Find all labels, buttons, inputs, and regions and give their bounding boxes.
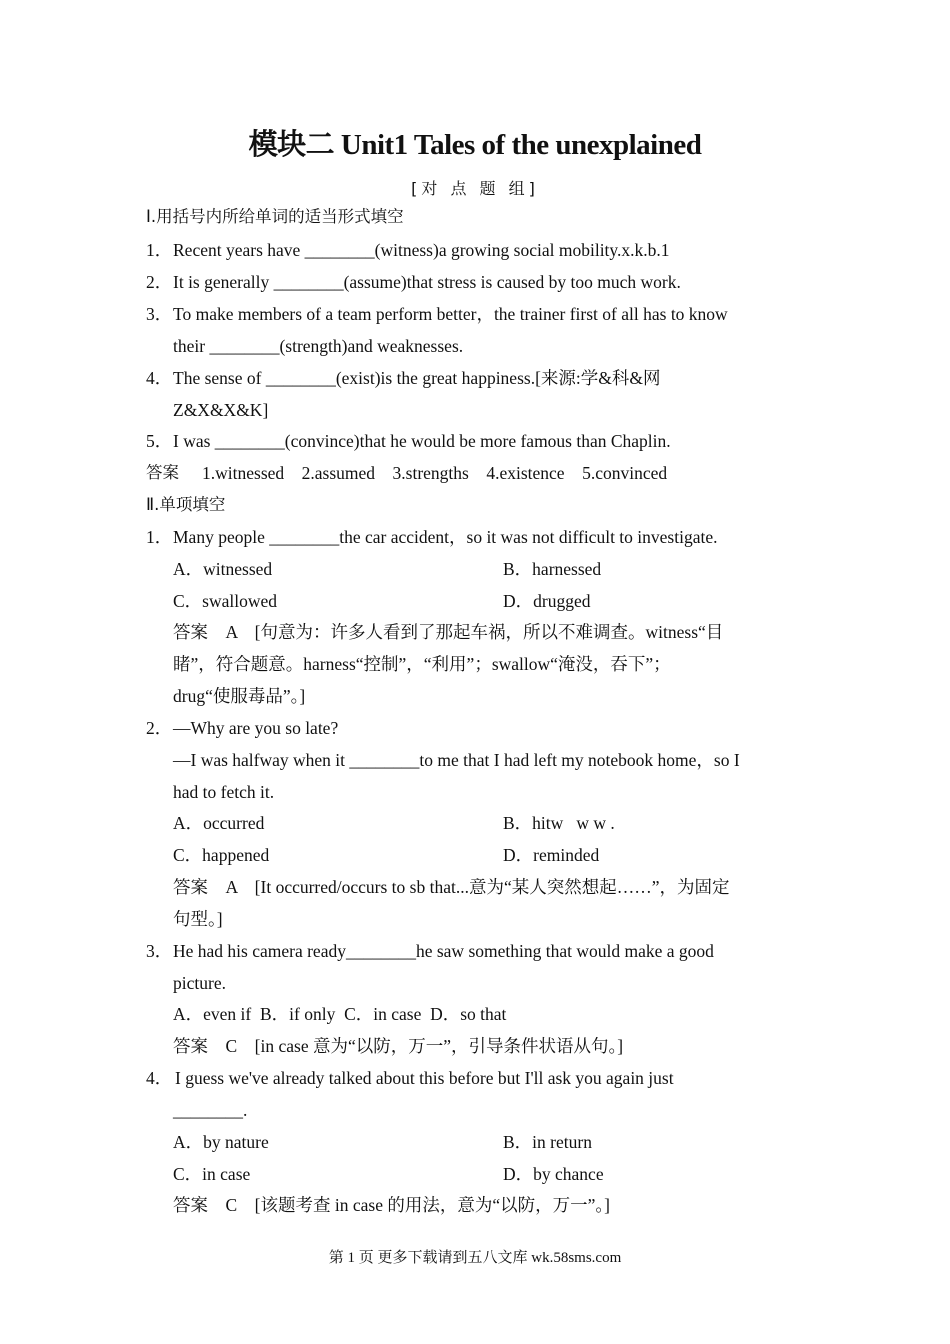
q4-num: 4． — [146, 1068, 173, 1088]
q1-num: 1． — [146, 527, 173, 547]
q2-answer-line2: 句型。] — [173, 909, 223, 929]
q2-line2: —I was halfway when it ________to me that I had left my notebook home，so I — [173, 750, 740, 770]
q1-option-d: D．drugged — [503, 591, 591, 611]
q2-option-a: A．occurred — [173, 813, 265, 833]
q2-text: —Why are you so late? — [173, 718, 339, 738]
s1-item4-cont: Z&X&X&K] — [173, 400, 269, 420]
q2-line3: had to fetch it. — [173, 782, 275, 802]
q3-options: A．even if B．if only C．in case D．so that — [173, 1004, 507, 1024]
page-title: 模块二 Unit1 Tales of the unexplained — [248, 129, 702, 161]
section1-heading: Ⅰ.用括号内所给单词的适当形式填空 — [146, 207, 404, 226]
q4-text: I guess we've already talked about this before but I'll ask you again just — [175, 1068, 674, 1088]
section2-heading: Ⅱ.单项填空 — [146, 495, 226, 514]
s1-item1-num: 1． — [146, 240, 173, 260]
q1-answer-line2: 睹”，符合题意。harness“控制”，“利用”；swallow“淹没，吞下”； — [173, 654, 671, 674]
s1-item3-text: To make members of a team perform better，the trainer first of all has to know — [173, 304, 728, 324]
s1-item5-text: I was ________(convince)that he would be more famous than Chaplin. — [173, 431, 671, 451]
q3-line2: picture. — [173, 973, 226, 993]
q1-option-b: B．harnessed — [503, 559, 602, 579]
q2-option-b: B．hitw w w . — [503, 813, 615, 833]
q4-option-c: C．in case — [173, 1164, 251, 1184]
s1-item4-num: 4． — [146, 368, 173, 388]
q4-option-a: A．by nature — [173, 1132, 269, 1152]
q1-option-c: C．swallowed — [173, 591, 278, 611]
q2-option-c: C．happened — [173, 845, 270, 865]
q2-num: 2． — [146, 718, 173, 738]
s1-item3-num: 3． — [146, 304, 173, 324]
s1-answer-text: 1.witnessed 2.assumed 3.strengths 4.existence 5.convinced — [202, 463, 668, 483]
s1-answer-label: 答案 — [146, 463, 179, 482]
q3-num: 3． — [146, 941, 173, 961]
q4-option-d: D．by chance — [503, 1164, 604, 1184]
subtitle: [对 点 题 组] — [411, 179, 539, 198]
s1-item2-text: It is generally ________(assume)that stress is caused by too much work. — [173, 272, 681, 292]
q3-answer-line1: 答案 C [in case 意为“以防，万一”，引导条件状语从句。] — [173, 1036, 624, 1056]
q1-text: Many people ________the car accident，so it was not difficult to investigate. — [173, 527, 718, 547]
s1-item2-num: 2． — [146, 272, 173, 292]
q4-line2: ________. — [173, 1100, 248, 1120]
q3-text: He had his camera ready________he saw something that would make a good — [173, 941, 714, 961]
q1-answer-line1: 答案 A [句意为：许多人看到了那起车祸，所以不难调查。witness“目 — [173, 622, 724, 642]
q2-option-d: D．reminded — [503, 845, 600, 865]
page-footer: 第 1 页 更多下载请到五八文库 wk.58sms.com — [328, 1250, 622, 1266]
q1-option-a: A．witnessed — [173, 559, 273, 579]
q2-answer-line1: 答案 A [It occurred/occurs to sb that...意为“某人突然想起……”，为固定 — [173, 877, 730, 897]
s1-item5-num: 5． — [146, 431, 173, 451]
s1-item4-text: The sense of ________(exist)is the great happiness.[来源:学&科&网 — [173, 368, 661, 388]
s1-item1-text: Recent years have ________(witness)a growing social mobility.x.k.b.1 — [173, 240, 670, 260]
q1-answer-line3: drug“使服毒品”。] — [173, 686, 306, 706]
q4-answer-line1: 答案 C [该题考查 in case 的用法，意为“以防，万一”。] — [173, 1195, 610, 1215]
q4-option-b: B．in return — [503, 1132, 592, 1152]
s1-item3-cont: their ________(strength)and weaknesses. — [173, 336, 464, 356]
